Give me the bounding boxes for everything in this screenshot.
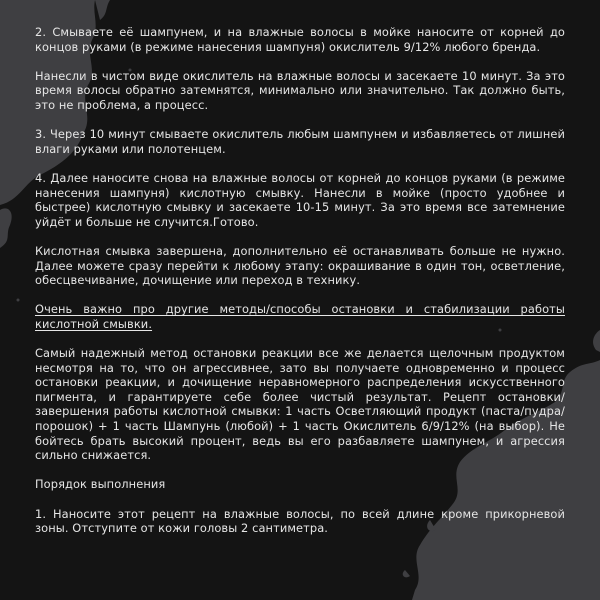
section-heading-procedure: Порядок выполнения	[35, 477, 166, 492]
paragraph-wash-complete: Кислотная смывка завершена, дополнительно её останавливать больше не нужно. Далее можете сразу перейти к любому этапу: окрашивание в один тон, осветление, обесцвечивание, дочищение или переход в технику.	[35, 243, 565, 288]
paragraph-procedure-step-1: 1. Наносите этот рецепт на влажные волосы, по всей длине кроме прикорневой зоны. Отступите от кожи головы 2 сантиметра.	[35, 506, 565, 536]
paragraph-step-2: 2. Смываете её шампунем, и на влажные волосы в мойке наносите от корней до концов руками (в режиме нанесения шампуня) окислитель 9/12% любого бренда.	[35, 25, 565, 54]
paragraph-oxidizer-wait: Нанесли в чистом виде окислитель на влажные волосы и засекаете 10 минут. За это время волосы обратно затемнятся, минимально или значительно. Так должно быть, это не проблема, а процесс.	[35, 68, 565, 112]
section-heading-other-methods: Очень важно про другие методы/способы остановки и стабилизации работы кислотной смывки.	[35, 302, 565, 331]
paragraph-step-3: 3. Через 10 минут смываете окислитель любым шампунем и избавляетесь от лишней влаги руками или полотенцем.	[35, 127, 565, 156]
paragraph-alkaline-method: Самый надежный метод остановки реакции все же делается щелочным продуктом несмотря на то, что он агрессивнее, зато вы получаете одновременно и процесс остановки реакции, и дочищение неравномерного распределения искусственного пигмента, и гарантируете себе более чистый результат. Рецепт остановки/завершения работы кислотной смывки: 1 часть Осветляющий продукт (паста/пудра/порошок) + 1 часть Шампунь (любой) + 1 часть Окислитель 6/9/12% (на выбор). Не бойтесь брать высокий процент, ведь вы его разбавляете шампунем, и агрессия сильно снижается.	[35, 346, 565, 463]
paragraph-step-4: 4. Далее наносите снова на влажные волосы от корней до концов руками (в режиме нанесения шампуня) кислотную смывку. Нанесли в мойке (просто удобнее и быстрее) кислотную смывку и засекаете 10-15 минут. За это время все затемнение уйдёт и больше не случится.Готово.	[35, 170, 565, 229]
document-body	[35, 25, 565, 550]
